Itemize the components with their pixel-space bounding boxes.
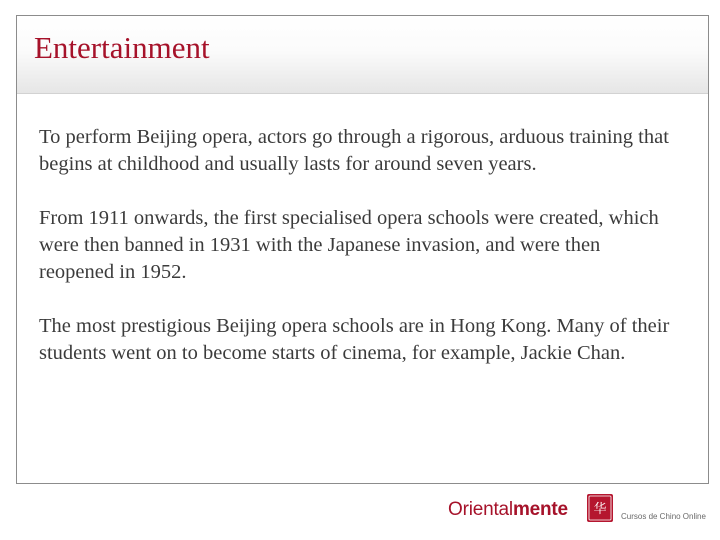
title-band: [17, 16, 708, 94]
chinese-seal-icon: [586, 493, 614, 523]
svg-text:华: 华: [593, 502, 607, 517]
body-paragraph-1: To perform Beijing opera, actors go through a rigorous, arduous training that begins at childhood and usually lasts for around seven years.: [39, 126, 669, 175]
slide-body: [39, 124, 679, 394]
body-paragraph-3: The most prestigious Beijing opera schools are in Hong Kong. Many of their students went on to become starts of cinema, for example, Jackie Chan.: [39, 315, 670, 364]
logo-text-regular: Oriental: [448, 499, 513, 520]
body-paragraph-2: From 1911 onwards, the first specialised opera schools were created, which were then banned in 1931 with the Japanese invasion, and were then reopened in 1952.: [39, 207, 659, 283]
slide-title: Entertainment: [34, 30, 210, 65]
logo-text-bold: mente: [512, 499, 568, 520]
content-frame: [16, 15, 709, 484]
logo-tagline: Cursos de Chino Online: [621, 512, 706, 521]
logo-wordmark: [448, 499, 568, 521]
orientalmente-logo: [448, 491, 710, 531]
